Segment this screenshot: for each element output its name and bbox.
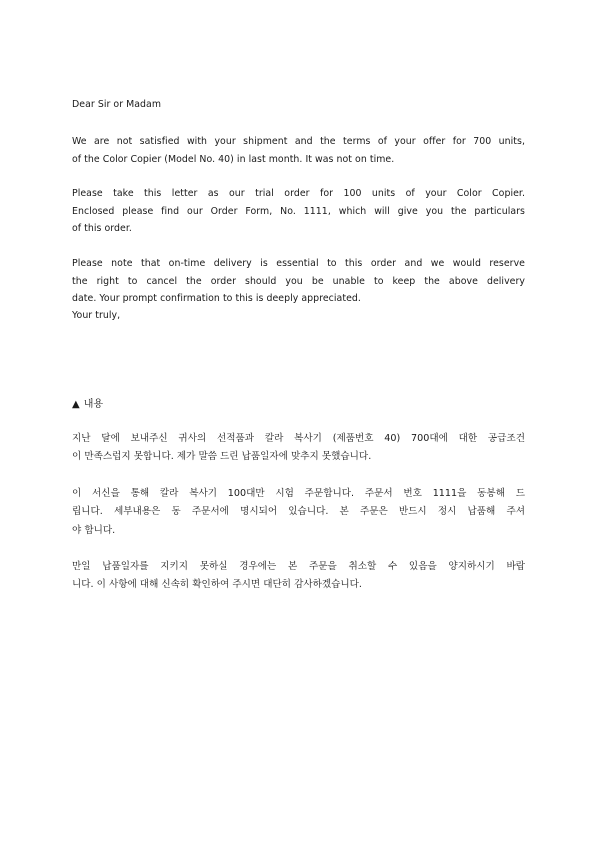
- letter-closing: Your truly,: [72, 310, 121, 321]
- letter-paragraph-1: We are not satisfied with your shipment and the terms of your offer for 700 units, of the Color Copier (Model No. 40) in last month. It was not on time.: [72, 136, 525, 165]
- triangle-marker-icon: ▲: [72, 399, 80, 410]
- letter-paragraph-3: Please note that on-time delivery is essential to this order and we would reserve the right to cancel the order should you be unable to keep the above delivery date. Your prompt confirmation to this is deeply appreciated.: [72, 258, 525, 305]
- salutation: Dear Sir or Madam: [72, 99, 162, 110]
- content-heading-label: 내용: [83, 399, 104, 410]
- korean-paragraph-1: 지난 달에 보내주신 귀사의 선적품과 칼라 복사기 (제품번호 40) 700대에 대한 공급조건 이 만족스럽지 못합니다. 제가 말씀 드린 납품일자에 맞추지 못했습니다.: [72, 433, 525, 463]
- letter-paragraph-2: Please take this letter as our trial order for 100 units of your Color Copier. Enclosed please find our Order Form, No. 1111, which will give you the particulars of this order.: [72, 188, 525, 235]
- korean-paragraph-3: 만일 납품일자를 지키지 못하실 경우에는 본 주문을 취소할 수 있음을 양지하시기 바랍 니다. 이 사항에 대해 신속히 확인하여 주시면 대단히 감사하겠습니다.: [72, 561, 525, 591]
- korean-paragraph-2: 이 서신을 통해 칼라 복사기 100대만 시험 주문합니다. 주문서 번호 1111을 동봉해 드 립니다. 세부내용은 동 주문서에 명시되어 있습니다. 본 주문은 반드시 정시 납품해 주셔 야 합니다.: [72, 488, 525, 536]
- content-heading: [72, 396, 103, 414]
